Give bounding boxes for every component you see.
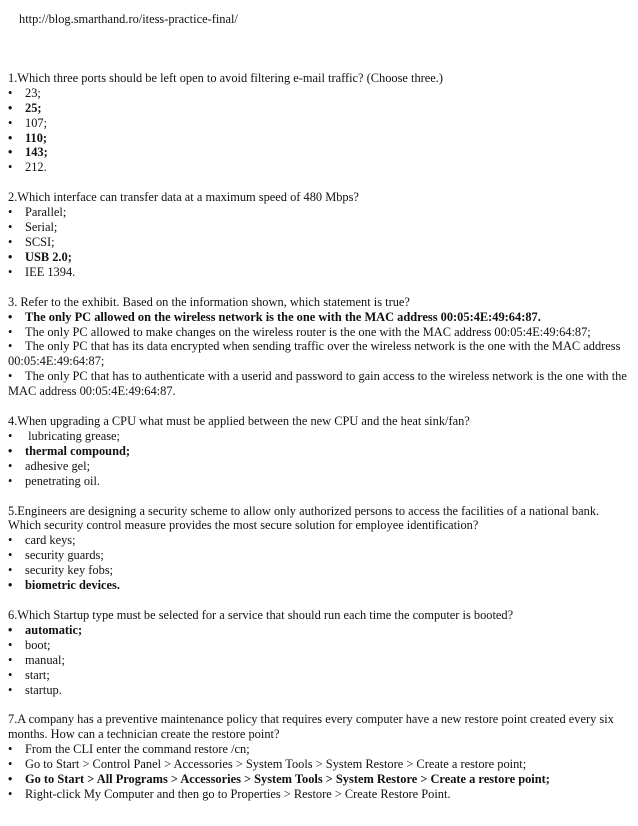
answer-option-correct bbox=[8, 578, 628, 593]
bullet-icon: • bbox=[8, 160, 13, 175]
bullet-icon: • bbox=[8, 652, 13, 667]
question-6 bbox=[8, 608, 628, 697]
answer-option-text: biometric devices. bbox=[25, 578, 120, 593]
bullet-icon: • bbox=[8, 637, 13, 652]
answer-option bbox=[8, 742, 628, 757]
answer-option-text: Serial; bbox=[25, 220, 58, 235]
answer-option-text: lubricating grease; bbox=[25, 428, 120, 443]
question-3 bbox=[8, 295, 628, 399]
answer-option bbox=[8, 787, 628, 802]
answer-option-text: 110; bbox=[25, 130, 48, 145]
answer-option-text: IEE 1394. bbox=[25, 264, 76, 279]
answer-option-text: SCSI; bbox=[25, 234, 55, 249]
answer-option-text: 143; bbox=[25, 145, 48, 160]
answer-option-text: The only PC allowed on the wireless network is the one with the MAC address 00:05:4E:49:64:87. bbox=[25, 309, 541, 324]
answer-option-correct bbox=[8, 131, 628, 146]
bullet-icon: • bbox=[8, 145, 13, 160]
question-text: 5.Engineers are designing a security scheme to allow only authorized persons to access the facilities of a national bank. Which security control measure provides the most secure solution for employee identification? bbox=[8, 503, 600, 533]
bullet-icon: • bbox=[8, 100, 13, 115]
answer-option-text: startup. bbox=[25, 682, 62, 697]
answer-option bbox=[8, 683, 628, 698]
answer-option bbox=[8, 638, 628, 653]
question-text: 4.When upgrading a CPU what must be applied between the new CPU and the heat sink/fan? bbox=[8, 414, 470, 429]
question-2 bbox=[8, 190, 628, 279]
answer-option bbox=[8, 86, 628, 101]
bullet-icon: • bbox=[8, 324, 13, 339]
bullet-icon: • bbox=[8, 742, 13, 757]
bullet-icon: • bbox=[8, 339, 13, 354]
answer-option bbox=[8, 116, 628, 131]
answer-option-text: The only PC that has to authenticate with a userid and password to gain access to the wireless network is the one with the MAC address 00:05:4E:49:64:87. bbox=[8, 369, 627, 399]
answer-option-correct bbox=[8, 444, 628, 459]
answer-option-correct bbox=[8, 145, 628, 160]
answer-option-correct bbox=[8, 623, 628, 638]
answer-option-text: The only PC that has its data encrypted when sending traffic over the wireless network is the one with the MAC address 00:05:4E:49:64:87; bbox=[8, 339, 621, 369]
answer-option-correct bbox=[8, 310, 628, 325]
answer-option-text: Go to Start > Control Panel > Accessories > System Tools > System Restore > Create a restore point; bbox=[25, 757, 527, 772]
answer-option-correct bbox=[8, 250, 628, 265]
bullet-icon: • bbox=[8, 264, 13, 279]
answer-option bbox=[8, 429, 628, 444]
answer-option-text: security guards; bbox=[25, 548, 104, 563]
bullet-icon: • bbox=[8, 548, 13, 563]
answer-option-text: manual; bbox=[25, 652, 65, 667]
bullet-icon: • bbox=[8, 205, 13, 220]
answer-option bbox=[8, 757, 628, 772]
answer-option-text: penetrating oil. bbox=[25, 473, 101, 488]
bullet-icon: • bbox=[8, 309, 13, 324]
answer-option-text: 212. bbox=[25, 160, 47, 175]
answer-option bbox=[8, 533, 628, 548]
bullet-icon: • bbox=[8, 533, 13, 548]
answer-option bbox=[8, 548, 628, 563]
bullet-icon: • bbox=[8, 667, 13, 682]
answer-option-text: From the CLI enter the command restore /cn; bbox=[25, 742, 250, 757]
bullet-icon: • bbox=[8, 622, 13, 637]
answer-option-text: thermal compound; bbox=[25, 443, 130, 458]
bullet-icon: • bbox=[8, 85, 13, 100]
answer-option-correct bbox=[8, 101, 628, 116]
bullet-icon: • bbox=[8, 563, 13, 578]
answer-option-correct bbox=[8, 772, 628, 787]
bullet-icon: • bbox=[8, 369, 13, 384]
bullet-icon: • bbox=[8, 786, 13, 801]
answer-option-text: USB 2.0; bbox=[25, 249, 72, 264]
answer-option-text: The only PC allowed to make changes on the wireless router is the one with the MAC address 00:05:4E:49:64:87; bbox=[25, 324, 591, 339]
answer-option-text: security key fobs; bbox=[25, 563, 114, 578]
bullet-icon: • bbox=[8, 249, 13, 264]
answer-option-text: 25; bbox=[25, 100, 42, 115]
question-text: 6.Which Startup type must be selected for a service that should run each time the computer is booted? bbox=[8, 608, 514, 622]
bullet-icon: • bbox=[8, 428, 13, 443]
answer-option bbox=[8, 160, 628, 175]
answer-option bbox=[8, 265, 628, 280]
answer-option bbox=[8, 220, 628, 235]
answer-option bbox=[8, 325, 628, 340]
answer-option bbox=[8, 235, 628, 250]
bullet-icon: • bbox=[8, 772, 13, 787]
answer-option-text: card keys; bbox=[25, 533, 76, 548]
answer-option bbox=[8, 563, 628, 578]
answer-option bbox=[8, 668, 628, 683]
document-page bbox=[8, 12, 628, 817]
question-text: 7.A company has a preventive maintenance policy that requires every computer have a new restore point created every six months. How can a technician create the restore point? bbox=[8, 712, 614, 742]
answer-option-text: 107; bbox=[25, 115, 48, 130]
bullet-icon: • bbox=[8, 115, 13, 130]
bullet-icon: • bbox=[8, 682, 13, 697]
question-1 bbox=[8, 71, 628, 175]
question-text: 2.Which interface can transfer data at a maximum speed of 480 Mbps? bbox=[8, 190, 359, 205]
answer-option bbox=[8, 653, 628, 668]
answer-option bbox=[8, 459, 628, 474]
answer-option bbox=[8, 474, 628, 489]
bullet-icon: • bbox=[8, 234, 13, 249]
answer-option-text: adhesive gel; bbox=[25, 458, 91, 473]
question-list bbox=[8, 71, 628, 802]
bullet-icon: • bbox=[8, 458, 13, 473]
page-url[interactable]: http://blog.smarthand.ro/itess-practice-final/ bbox=[19, 12, 238, 26]
bullet-icon: • bbox=[8, 473, 13, 488]
bullet-icon: • bbox=[8, 578, 13, 593]
question-text: 3. Refer to the exhibit. Based on the information shown, which statement is true? bbox=[8, 294, 410, 309]
answer-option-text: Right-click My Computer and then go to Properties > Restore > Create Restore Point. bbox=[25, 786, 451, 801]
question-4 bbox=[8, 414, 628, 489]
answer-option bbox=[8, 369, 628, 399]
bullet-icon: • bbox=[8, 757, 13, 772]
bullet-icon: • bbox=[8, 443, 13, 458]
question-text: 1.Which three ports should be left open to avoid filtering e-mail traffic? (Choose three.) bbox=[8, 70, 444, 85]
question-7 bbox=[8, 712, 628, 801]
question-5 bbox=[8, 504, 628, 593]
answer-option-text: automatic; bbox=[25, 622, 83, 637]
answer-option bbox=[8, 205, 628, 220]
answer-option-text: boot; bbox=[25, 637, 51, 652]
answer-option bbox=[8, 339, 628, 369]
bullet-icon: • bbox=[8, 130, 13, 145]
bullet-icon: • bbox=[8, 220, 13, 235]
answer-option-text: start; bbox=[25, 667, 50, 682]
answer-option-text: Go to Start > All Programs > Accessories > System Tools > System Restore > Create a restore point; bbox=[25, 772, 550, 787]
answer-option-text: Parallel; bbox=[25, 205, 67, 220]
answer-option-text: 23; bbox=[25, 85, 41, 100]
